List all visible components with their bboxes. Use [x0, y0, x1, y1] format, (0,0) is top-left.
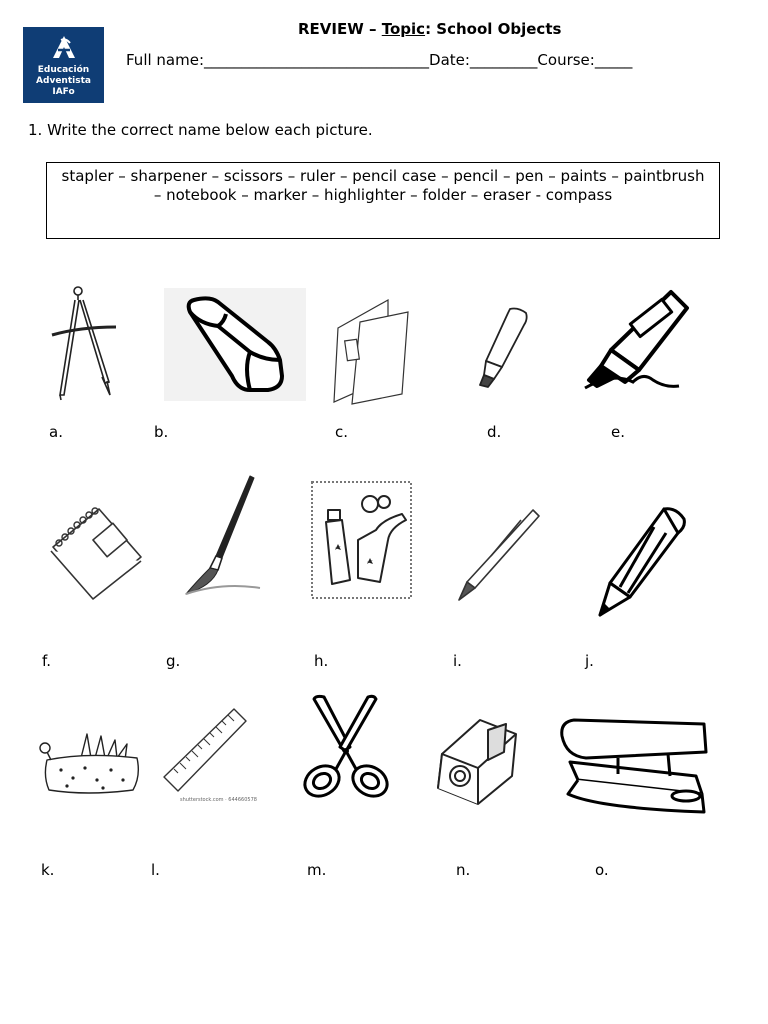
item-label: o.: [595, 861, 609, 879]
item-label: e.: [611, 423, 625, 441]
word-bank-line-1: stapler – sharpener – scissors – ruler – pencil case – pencil – pen – paints – paintbrush: [61, 167, 705, 185]
notebook-icon: [47, 505, 145, 601]
ruler-caption: shutterstock.com · 644660578: [180, 797, 257, 803]
pencil-icon: [594, 505, 690, 619]
paints-icon: [310, 480, 413, 600]
course-field[interactable]: _____: [594, 51, 633, 69]
ruler-icon: [160, 707, 252, 807]
page-title: REVIEW – Topic: School Objects: [298, 20, 562, 38]
sharpener-icon: [432, 714, 520, 808]
word-bank-line-2: – notebook – marker – highlighter – folder – eraser - compass: [153, 186, 613, 204]
logo-a-icon: [50, 35, 78, 59]
item-label: i.: [453, 652, 462, 670]
pen-icon: [449, 508, 543, 606]
item-label: h.: [314, 652, 329, 670]
item-label: g.: [166, 652, 181, 670]
full-name-field[interactable]: ______________________________: [204, 51, 430, 69]
word-bank: [46, 162, 720, 239]
compass-icon: [50, 283, 120, 403]
item-label: j.: [585, 652, 594, 670]
marker-icon: [472, 305, 532, 389]
item-label: n.: [456, 861, 471, 879]
item-label: a.: [49, 423, 63, 441]
date-label: Date:: [429, 51, 470, 69]
item-label: f.: [42, 652, 51, 670]
stapler-icon: [558, 716, 708, 816]
date-field[interactable]: _________: [469, 51, 538, 69]
item-label: d.: [487, 423, 502, 441]
folder-icon: [330, 298, 412, 406]
school-logo: [23, 27, 104, 103]
item-label: b.: [154, 423, 169, 441]
item-label: m.: [307, 861, 327, 879]
item-label: k.: [41, 861, 55, 879]
logo-text: Educación Adventista IAFo: [36, 65, 91, 97]
item-label: l.: [151, 861, 160, 879]
course-label: Course:: [537, 51, 595, 69]
item-label: c.: [335, 423, 349, 441]
eraser-icon: [164, 288, 306, 401]
student-info-line: [126, 51, 632, 69]
highlighter-icon: [583, 288, 695, 392]
instruction: 1. Write the correct name below each picture.: [28, 121, 373, 139]
scissors-icon: [300, 695, 392, 803]
pencil-case-icon: [37, 730, 143, 798]
full-name-label: Full name:: [126, 51, 205, 69]
paintbrush-icon: [182, 474, 264, 598]
